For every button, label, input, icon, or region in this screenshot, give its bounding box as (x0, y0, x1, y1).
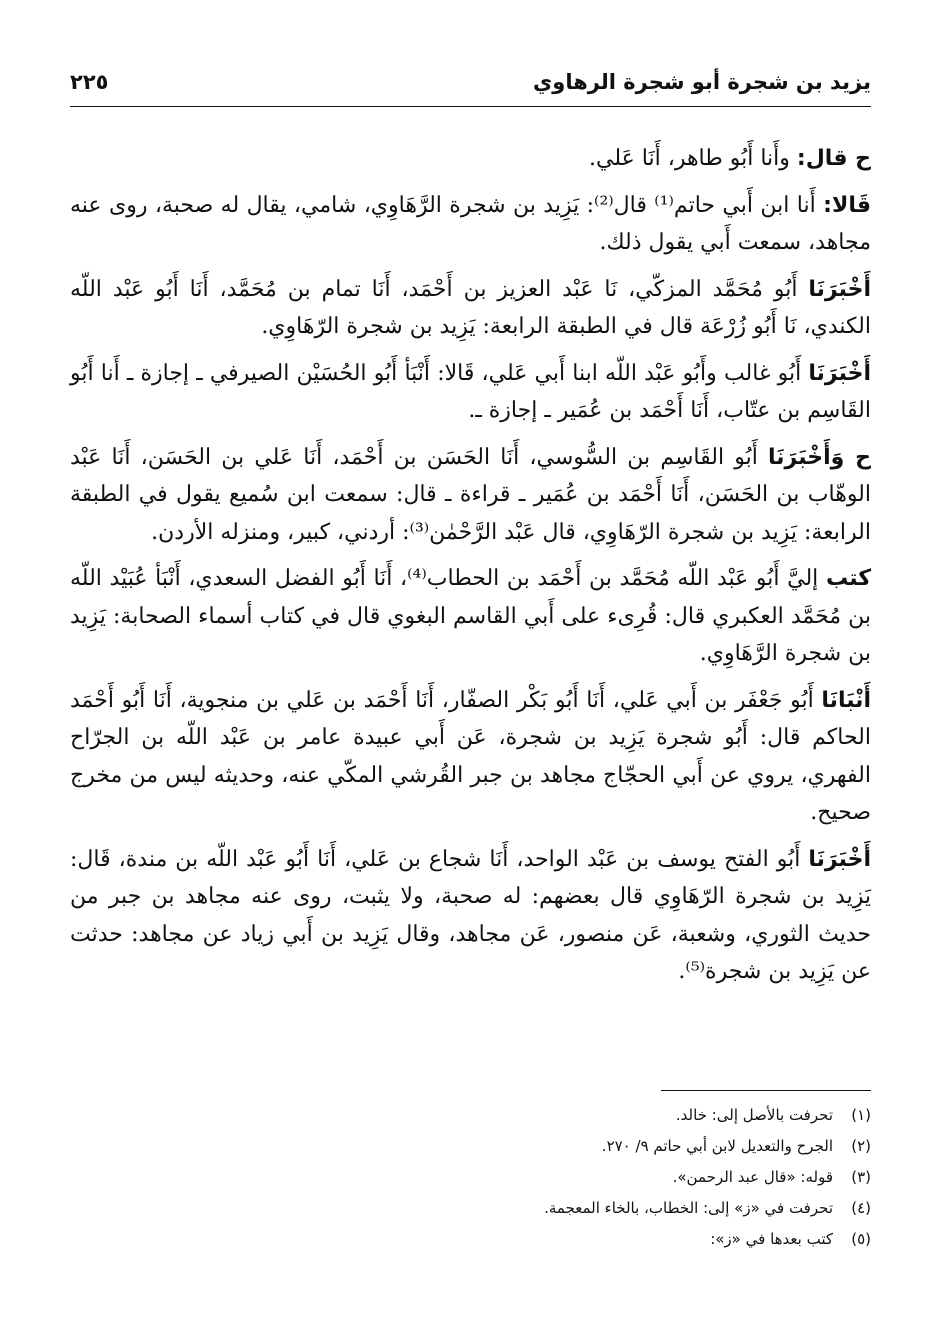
paragraph (70, 439, 871, 552)
footnote-text: كتب بعدها في «ز»: (710, 1230, 833, 1248)
paragraph-keyword: أَخْبَرَنَا (808, 846, 871, 872)
footnote-text: قوله: «قال عبد الرحمن». (672, 1168, 833, 1186)
footnote-number: (٢) (851, 1137, 871, 1155)
paragraph-keyword: أَنْبَانَا (821, 687, 871, 713)
page-header (70, 62, 871, 102)
footnote-number: (٥) (851, 1230, 871, 1248)
paragraph (70, 140, 871, 178)
paragraph (70, 560, 871, 673)
footnote-text: الجرح والتعديل لابن أبي حاتم ٩/ ٢٧٠. (601, 1137, 833, 1155)
paragraph-text: أَبُو القَاسِم بن السُّوسي، أَنَا الحَسَن بن أَحْمَد، أَنَا عَلي بن الحَسَن، أَنَا عَبْد الوهّاب بن الحَسَن، أَنَا أَحْمَد بن عُمَير ـ قراءة ـ قال: سمعت ابن سُميع يقول في الطبقة الرابعة: يَزِيد بن شجرة الرّهَاوِي، قال عَبْد الرَّحْمٰن⁽³⁾: أردني، كبير، ومنزله الأردن. (70, 444, 871, 545)
paragraph (70, 187, 871, 262)
paragraph-text: أَبُو الفتح يوسف بن عَبْد الواحد، أَنَا شجاع بن عَلي، أَنَا أَبُو عَبْد اللّه بن مندة، قَال: يَزِيد بن شجرة الرّهَاوِي قال بعضهم: له صحبة، ولا يثبت، روى عنه مجاهد بن جبر من حديث الثوري، وشعبة، عَن منصور، عَن مجاهد، وقال يَزِيد بن أَبي زياد عن مجاهد: حدثت عن يَزِيد بن شجرة⁽⁵⁾. (70, 846, 871, 984)
footnotes (70, 1100, 871, 1255)
footnote-text: تحرفت بالأصل إلى: خالد. (675, 1106, 833, 1124)
paragraph (70, 355, 871, 430)
footnote-number: (٤) (851, 1199, 871, 1217)
paragraph-text: أَنا ابن أَبي حاتم⁽¹⁾ قال⁽²⁾: يَزِيد بن شجرة الرَّهَاوِي، شامي، يقال له صحبة، روى عنه مجاهد، سمعت أَبي يقول ذلك. (70, 192, 871, 255)
paragraph-keyword: ح قال: (796, 146, 871, 171)
paragraph-keyword: كتب (825, 566, 872, 591)
header-rule (70, 106, 871, 107)
running-title: يزيد بن شجرة أبو شجرة الرهاوي (533, 70, 871, 94)
paragraph-text: وأَنا أَبُو طاهر، أَنَا عَلي. (589, 146, 797, 171)
footnote (70, 1162, 871, 1193)
footnote-text: تحرفت في «ز» إلى: الخطاب، بالخاء المعجمة. (544, 1199, 833, 1217)
footnote (70, 1193, 871, 1224)
footnote-number: (١) (851, 1106, 871, 1124)
footnote (70, 1224, 871, 1255)
paragraph-keyword: أَخْبَرَنَا (808, 276, 871, 302)
page-number: ٢٢٥ (70, 70, 109, 94)
footnote-number: (٣) (851, 1168, 871, 1186)
paragraph-text: أَبُو مُحَمَّد المزكّي، نَا عَبْد العزيز بن أَحْمَد، أَنَا تمام بن مُحَمَّد، أَنَا أَبُو عَبْد اللّه الكندي، نَا أَبُو زُرْعَة قال في الطبقة الرابعة: يَزِيد بن شجرة الرّهَاوِي. (70, 276, 871, 339)
footnote (70, 1100, 871, 1131)
main-text (70, 140, 871, 1000)
paragraph-keyword: ح وَأَخْبَرَنَا (768, 444, 871, 470)
footnote (70, 1131, 871, 1162)
paragraph (70, 682, 871, 832)
paragraph-text: أَبُو جَعْفَر بن أَبي عَلي، أَنَا أَبُو بَكْر الصفّار، أَنَا أَحْمَد بن عَلي بن منجوية، أَنَا أَبُو أَحْمَد الحاكم قال: أَبُو شجرة يَزِيد بن شجرة، عَن أَبي عبيدة عامر بن عَبْد اللّه بن الجرّاح الفهري، يروي عن أَبي الحجّاج مجاهد بن جبر القُرشي المكّي عنه، وحديثه ليس من مخرج صحيح. (70, 687, 871, 825)
paragraph-text: أَبُو غالب وأَبُو عَبْد اللّه ابنا أَبي عَلي، قَالا: أَنْبَأ أَبُو الحُسَيْن الصيرفي ـ إجازة ـ أَنا أَبُو القَاسِم بن عتّاب، أَنَا أَحْمَد بن عُمَير ـ إجازة ـ. (70, 360, 871, 423)
paragraph-keyword: أَخْبَرَنَا (808, 360, 871, 386)
footnote-rule (661, 1090, 871, 1091)
paragraph (70, 841, 871, 991)
paragraph-keyword: قَالا: (823, 192, 871, 218)
paragraph (70, 271, 871, 346)
paragraph-text: إليَّ أَبُو عَبْد اللّه مُحَمَّد بن أَحْمَد بن الحطاب⁽⁴⁾، أَنَا أَبُو الفضل السعدي، أَنْبَأ عُبَيْد اللّه بن مُحَمَّد العكبري قال: قُرِىء على أَبي القاسم البغوي قال في كتاب أسماء الصحابة: يَزِيد بن شجرة الرَّهَاوِي. (70, 566, 871, 666)
